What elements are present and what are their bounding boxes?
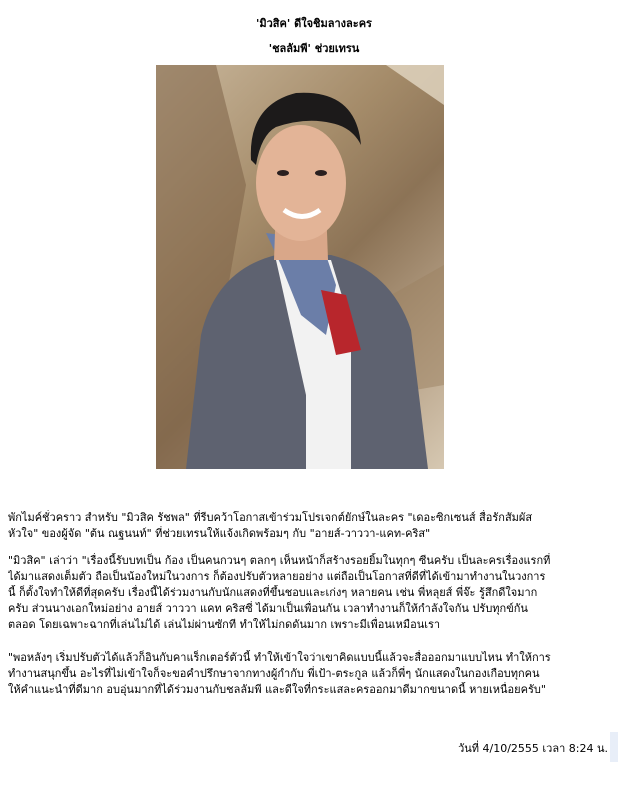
paragraph-line: "มิวสิค" เล่าว่า "เรื่องนี้รับบทเป็น ก้อง เป็นคนกวนๆ ตลกๆ เห็นหน้าก็สร้างรอยยิ้มในทุกๆ ซีนครับ เป็นละครเรื่องแรกที่ bbox=[8, 554, 551, 567]
paragraph-line: ตลอด โดยเฉพาะฉากที่เล่นไม่ได้ เล่นไม่ผ่านซักที ทำให้ไม่กดดันมาก เพราะมีเพื่อนเหมือนเรา bbox=[8, 618, 441, 631]
paragraph-intro bbox=[8, 510, 620, 542]
paragraph-line: "พอหลังๆ เริ่มปรับตัวได้แล้วก็อินกับคาแร็กเตอร์ตัวนี้ ทำให้เข้าใจว่าเขาคิดแบบนี้แล้วจะสื่อออกมาแบบไหน ทำให้การ bbox=[8, 651, 551, 664]
article-headline: 'มิวสิค' ดีใจชิมลางละคร bbox=[256, 17, 372, 30]
article-photo bbox=[156, 65, 444, 469]
paragraph-quote-2 bbox=[8, 650, 620, 698]
article-subheadline: 'ชลลัมพี' ช่วยเทรน bbox=[268, 42, 360, 55]
paragraph-quote-1 bbox=[8, 553, 620, 633]
paragraph-line: ครับ ส่วนนางเอกใหม่อย่าง อายส์ วาววา แคท คริสซี่ ได้มาเป็นเพื่อนกัน เวลาทำงานก็ให้กำลังใจกัน ปรับทุกข์กัน bbox=[8, 602, 528, 615]
publish-date: วันที่ 4/10/2555 เวลา 8:24 น. bbox=[458, 742, 608, 755]
paragraph-line: ให้คำแนะนำที่ดีมาก อบอุ่นมากที่ได้ร่วมงานกับชลลัมพี และดีใจที่กระแสละครออกมาดีมากขนาดนี้ หายเหนื่อยครับ" bbox=[8, 683, 546, 696]
paragraph-line: พักไมค์ชั่วคราว สำหรับ "มิวสิค รัชพล" ที่รีบคว้าโอกาสเข้าร่วมโปรเจกต์ยักษ์ในละคร "เดอะซิกเซนส์ สื่อรักสัมผัส bbox=[8, 511, 533, 524]
paragraph-line: หัวใจ" ของผู้จัด "ต้น ณฐนนท์" ที่ช่วยเทรนให้แจ้งเกิดพร้อมๆ กับ "อายส์-วาววา-แคท-คริส" bbox=[8, 527, 431, 540]
paragraph-line: ได้มาแสดงเต็มตัว ถือเป็นน้องใหม่ในวงการ ก็ต้องปรับตัวหลายอย่าง แต่ถือเป็นโอกาสที่ดีที่ได้เข้ามาทำงานในวงการ bbox=[8, 570, 546, 583]
paragraph-line: ทำงานสนุกขึ้น อะไรที่ไม่เข้าใจก็จะขอคำปรึกษาจากทางผู้กำกับ พี่เป้า-ตระกูล แล้วก็พี่ๆ นักแสดงในกองเกือบทุกคน bbox=[8, 667, 540, 680]
portrait-illustration bbox=[156, 65, 444, 469]
scroll-indicator bbox=[610, 732, 618, 762]
paragraph-line: นี้ ก็ตั้งใจทำให้ดีที่สุดครับ เรื่องนี้ได้ร่วมงานกับนักแสดงที่ขึ้นชอบและเก่งๆ หลายคน เช่น พี่หลุยส์ พี่จ๊ะ รู้สึกดีใจมาก bbox=[8, 586, 538, 599]
